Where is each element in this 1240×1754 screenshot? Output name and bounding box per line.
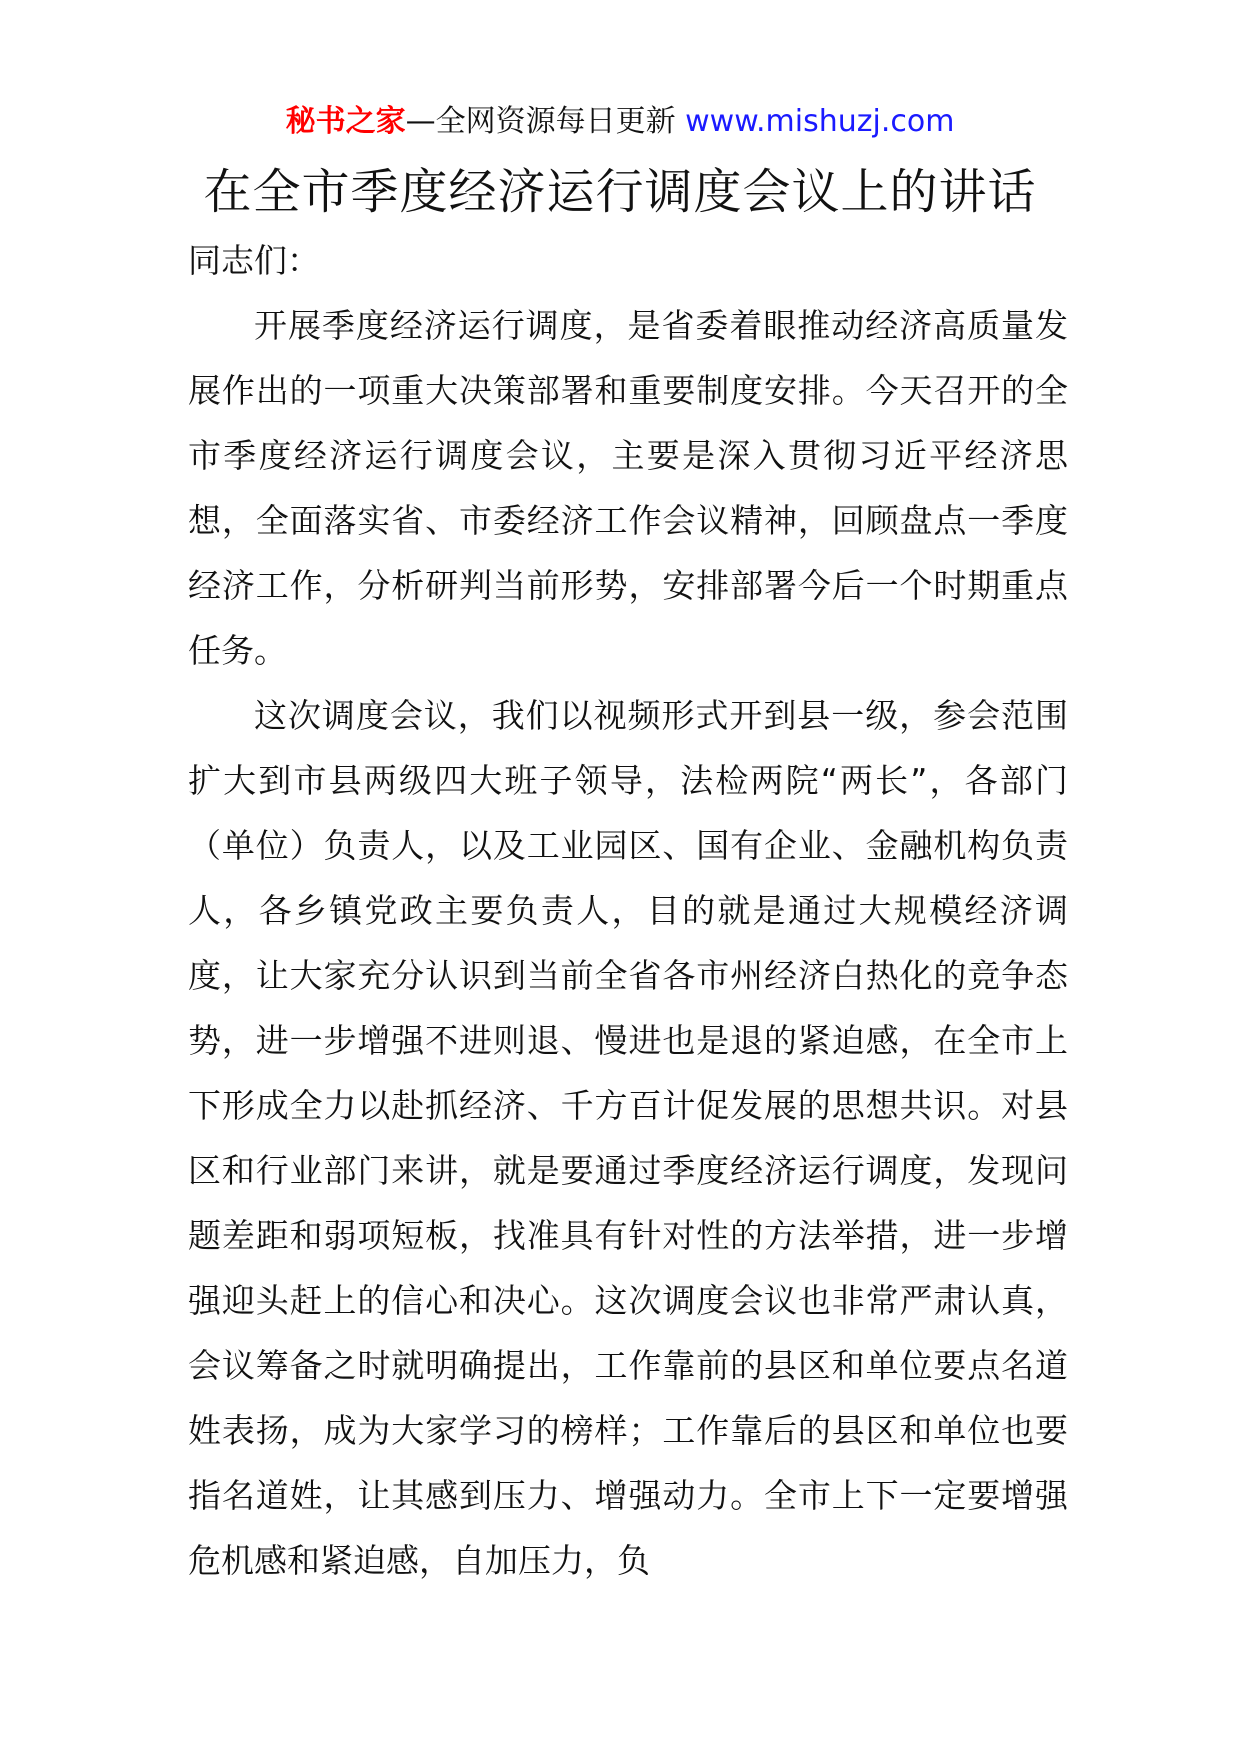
- site-brand: 秘书之家: [285, 104, 406, 139]
- site-tagline: —全网资源每日更新: [405, 104, 676, 139]
- paragraph-1: 开展季度经济运行调度，是省委着眼推动经济高质量发展作出的一项重大决策部署和重要制度安排。今天召开的全市季度经济运行调度会议，主要是深入贯彻习近平经济思想，全面落实省、市委经济工作会议精神，回顾盘点一季度经济工作，分析研判当前形势，安排部署今后一个时期重点任务。: [188, 306, 1068, 670]
- document-title: 在全市季度经济运行调度会议上的讲话: [203, 164, 1037, 220]
- salutation: 同志们：: [188, 241, 320, 280]
- document-body: [188, 228, 1068, 1593]
- site-url-link[interactable]: www.mishuzj.com: [685, 104, 955, 139]
- paragraph-2: 这次调度会议，我们以视频形式开到县一级，参会范围扩大到市县两级四大班子领导，法检两院“两长”，各部门（单位）负责人，以及工业园区、国有企业、金融机构负责人，各乡镇党政主要负责人，目的就是通过大规模经济调度，让大家充分认识到当前全省各市州经济白热化的竞争态势，进一步增强不进则退、慢进也是退的紧迫感，在全市上下形成全力以赴抓经济、千方百计促发展的思想共识。对县区和行业部门来讲，就是要通过季度经济运行调度，发现问题差距和弱项短板，找准具有针对性的方法举措，进一步增强迎头赶上的信心和决心。这次调度会议也非常严肃认真，会议筹备之时就明确提出，工作靠前的县区和单位要点名道姓表扬，成为大家学习的榜样；工作靠后的县区和单位也要指名道姓，让其感到压力、增强动力。全市上下一定要增强危机感和紧迫感，自加压力，负: [188, 696, 1068, 1580]
- site-header: [0, 100, 1240, 144]
